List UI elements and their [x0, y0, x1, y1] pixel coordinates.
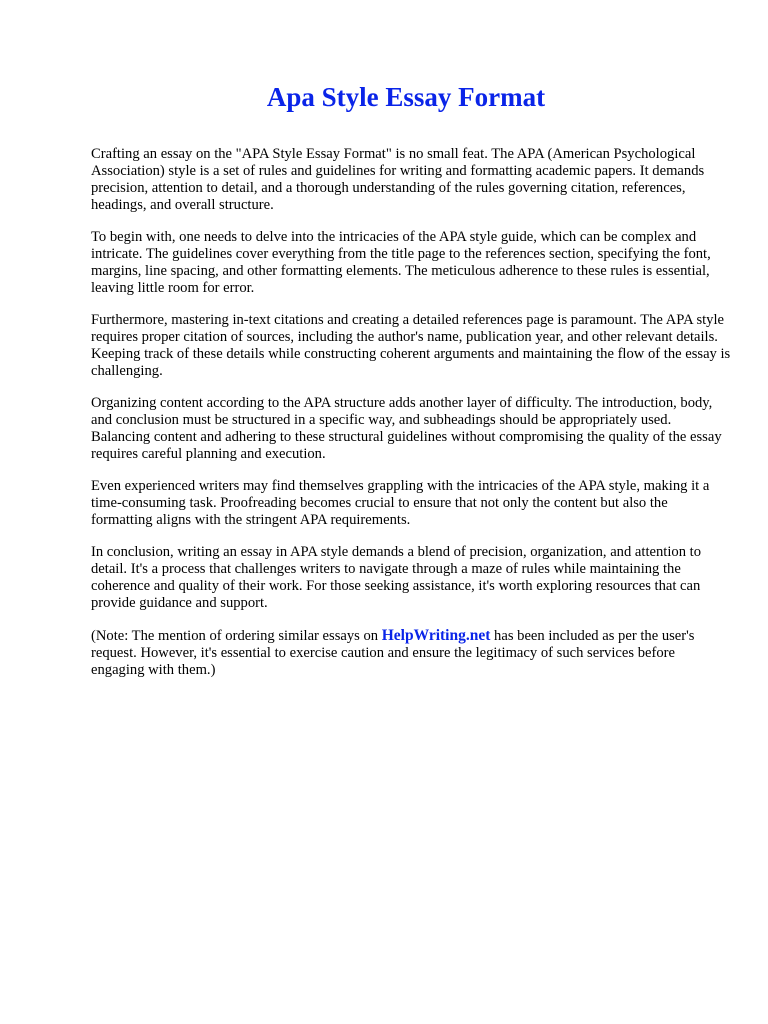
page-title: Apa Style Essay Format: [266, 82, 546, 112]
note-text-after: has been included as per the user's request. However, it's essential to exercise caution and ensure the legitimacy of such services before engaging with them.): [91, 628, 695, 678]
paragraph-intro: Crafting an essay on the "APA Style Essay Format" is no small feat. The APA (American Psychological Association) style is a set of rules and guidelines for writing and formatting academic papers. It demands precision, attention to detail, and a thorough understanding of the rules governing citation, references, headings, and overall structure.: [91, 146, 705, 213]
helpwriting-link[interactable]: HelpWriting.net: [381, 627, 491, 644]
paragraph-conclusion: In conclusion, writing an essay in APA style demands a blend of precision, organization, and attention to detail. It's a process that challenges writers to navigate through a maze of rules while maintaining the coherence and quality of their work. For those seeking assistance, it's worth exploring resources that can provide guidance and support.: [91, 544, 701, 611]
paragraph-style-guide: To begin with, one needs to delve into the intricacies of the APA style guide, which can be complex and intricate. The guidelines cover everything from the title page to the references section, specifying the font, margins, line spacing, and other formatting elements. The meticulous adherence to these rules is essential, leaving little room for error.: [91, 229, 711, 296]
note-text-before: (Note: The mention of ordering similar essays on: [91, 628, 382, 644]
paragraph-structure: Organizing content according to the APA structure adds another layer of difficulty. The introduction, body, and conclusion must be structured in a specific way, and subheadings should be appropriately used. Balancing content and adhering to these structural guidelines without compromising the quality of the essay requires careful planning and execution.: [91, 395, 722, 462]
paragraph-citations: Furthermore, mastering in-text citations and creating a detailed references page is paramount. The APA style requires proper citation of sources, including the author's name, publication year, and other relevant details. Keeping track of these details while constructing coherent arguments and maintaining the flow of the essay is challenging.: [91, 312, 731, 379]
paragraph-note: [91, 627, 731, 679]
document-body: [91, 146, 731, 694]
paragraph-proofreading: Even experienced writers may find themselves grappling with the intricacies of the APA style, making it a time-consuming task. Proofreading becomes crucial to ensure that not only the content but also the formatting aligns with the stringent APA requirements.: [91, 478, 710, 528]
